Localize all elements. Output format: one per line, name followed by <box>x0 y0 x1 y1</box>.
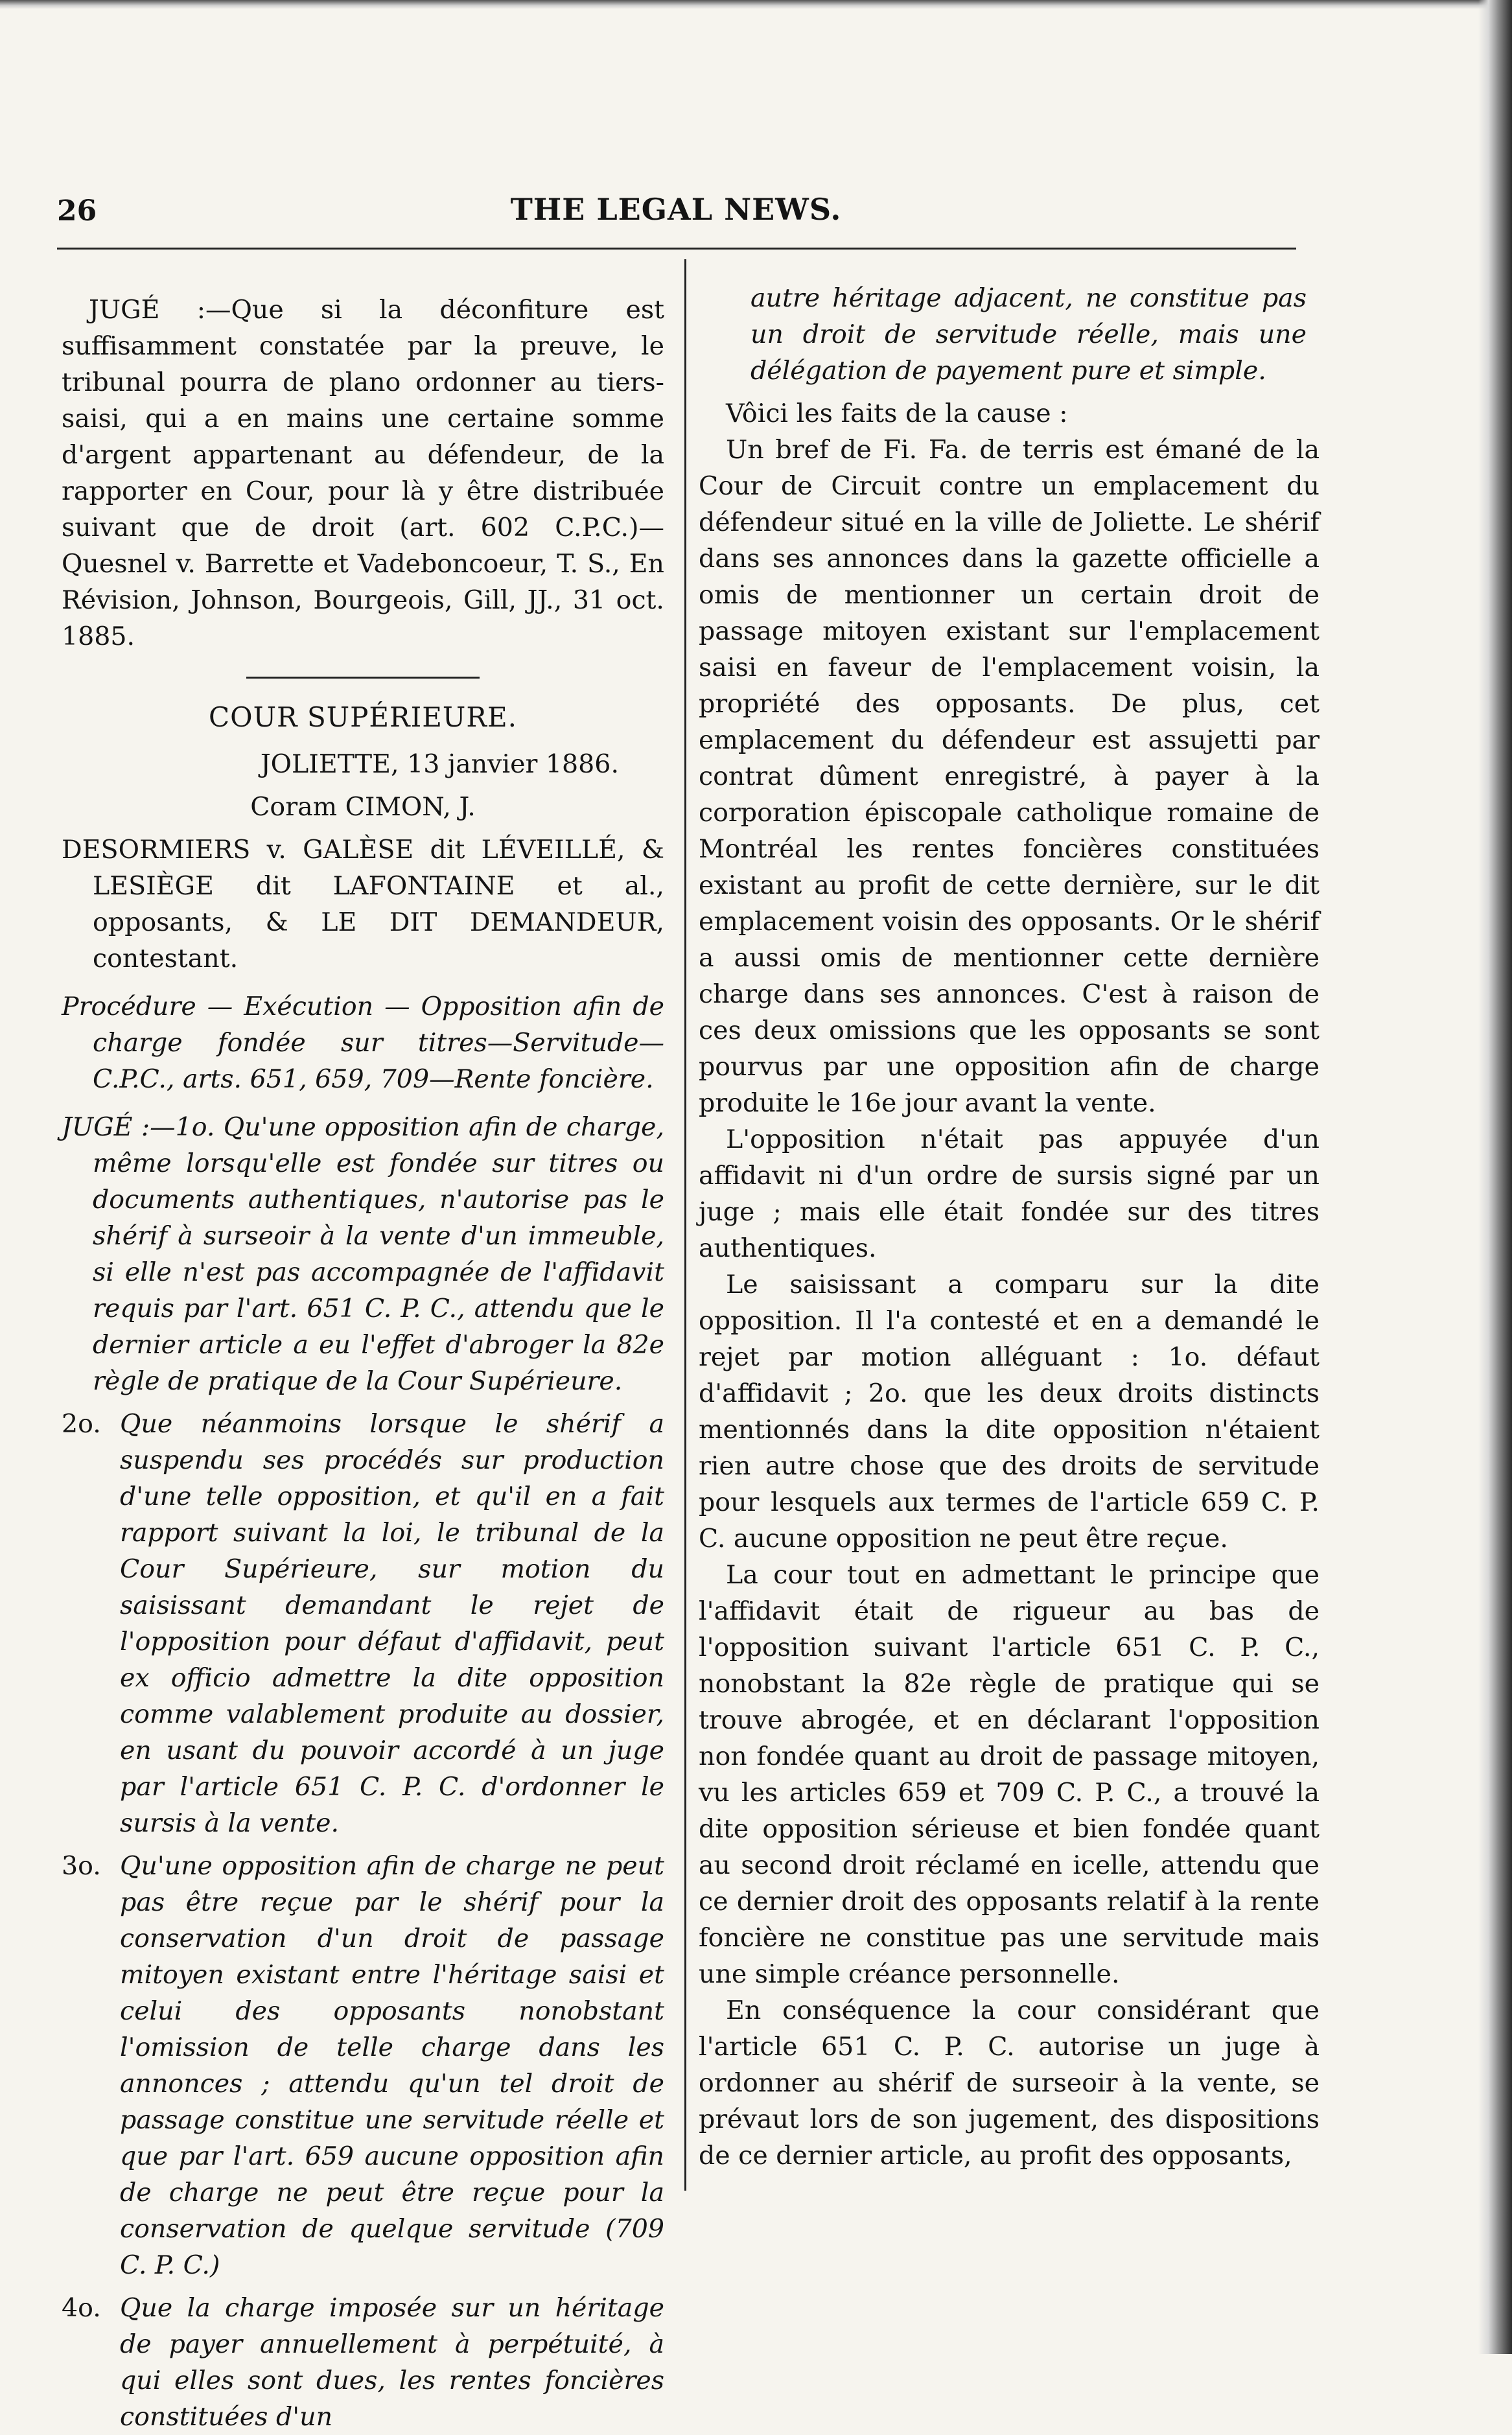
body-paragraph: Un bref de Fi. Fa. de terris est émané de la Cour de Circuit contre un emplacement du défendeur situé en la ville de Joliette. Le shérif dans ses annonces dans la gazette officielle a omis de mentionner un certain droit de passage mitoyen existant sur l'emplacement saisi en faveur de l'emplacement voisin, la propriété des opposants. De plus, cet emplacement du défendeur est assujetti par contrat dûment enregistré, à payer à la corporation épiscopale catholique romaine de Montréal les rentes foncières constituées existant au profit de cette dernière, sur le dit emplacement voisin des opposants. Or le shérif a aussi omis de mentionner cette dernière charge dans ses annonces. C'est à raison de ces deux omissions que les opposants se sont pourvus par une opposition afin de charge produite le 16e jour avant la vente. <box>699 435 1320 1118</box>
ruling-number: 2o. <box>62 1409 101 1439</box>
ruling-text: Qu'une opposition afin de charge ne peut pas être reçue par le shérif pour la conservation d'un droit de passage mitoyen existant entre l'héritage saisi et celui des opposants nonobstant l'omission de telle charge dans les annonces ; attendu qu'un tel droit de passage constitue une servitude réelle et que par l'art. 659 aucune opposition afin de charge ne peut être reçue pour la conservation de quelque servitude (709 C. P. C.) <box>120 1851 664 2280</box>
ruling-2 <box>62 1406 664 1841</box>
body-paragraph: En conséquence la cour considérant que l'article 651 C. P. C. autorise un juge à ordonner au shérif de surseoir à la vente, se prévaut lors de son jugement, des dispositions de ce dernier article, au profit des opposants, <box>699 1996 1320 2171</box>
facts-intro: Vôici les faits de la cause : <box>726 399 1068 428</box>
body-paragraph: La cour tout en admettant le principe que l'affidavit était de rigueur au bas de l'opposition suivant l'article 651 C. P. C., nonobstant la 82e règle de pratique qui se trouve abrogée, et en déclarant l'opposition non fondée quant au droit de passage mitoyen, vu les articles 659 et 709 C. P. C., a trouvé la dite opposition sérieuse et bien fondée quant au second droit réclamé en icelle, attendu que ce dernier droit des opposants relatif à la rente foncière ne constitue pas une servitude mais une simple créance personnelle. <box>699 1560 1320 1989</box>
coram-line: Coram CIMON, J. <box>250 792 476 822</box>
ruling-number: 4o. <box>62 2293 101 2323</box>
page-number: 26 <box>57 194 97 227</box>
ruling-1: JUGÉ :—1o. Qu'une opposition afin de charge, même lorsqu'elle est fondée sur titres ou documents authentiques, n'autorise pas le shérif à surseoir à la vente d'un immeuble, si elle n'est pas accompagnée de l'affidavit requis par l'art. 651 C. P. C., attendu que le dernier article a eu l'effet d'abroger la 82e règle de pratique de la Cour Supérieure. <box>62 1112 664 1396</box>
ruling-paragraph: JUGÉ :—Que si la déconfiture est suffisamment constatée par la preuve, le tribunal pourra de plano ordonner au tiers-saisi, qui a en mains une certaine somme d'argent appartenant au défendeur, de la rapporter en Cour, pour là y être distribuée suivant que de droit (art. 602 C.P.C.)— Quesnel v. Barrette et Vadeboncoeur, T. S., En Révision, Johnson, Bourgeois, Gill, JJ., 31 oct. 1885. <box>62 295 664 651</box>
page-header <box>57 188 1295 240</box>
section-divider <box>246 677 480 679</box>
body-paragraph: Le saisissant a comparu sur la dite opposition. Il l'a contesté et en a demandé le rejet par motion alléguant : 1o. défaut d'affidavit ; 2o. que les deux droits distincts mentionnés dans la dite opposition n'étaient rien autre chose que des droits de servitude pour lesquels aux termes de l'article 659 C. P. C. aucune opposition ne peut être reçue. <box>699 1270 1320 1554</box>
place-date: JOLIETTE, 13 janvier 1886. <box>260 749 619 779</box>
left-column <box>62 292 664 2435</box>
court-heading: COUR SUPÉRIEURE. <box>209 701 517 733</box>
column-divider <box>684 259 686 2191</box>
ruling-text: Que la charge imposée sur un héritage de payer annuellement à perpétuité, à qui elles sont dues, les rentes foncières constituées d'un <box>120 2293 664 2432</box>
case-parties: DESORMIERS v. GALÈSE dit LÉVEILLÉ, & LESIÈGE dit LAFONTAINE et al., opposants, & LE DIT DEMANDEUR, contestant. <box>62 835 664 973</box>
ruling-3 <box>62 1848 664 2283</box>
right-column <box>699 280 1320 2174</box>
ruling-number: 3o. <box>62 1851 101 1881</box>
running-title: THE LEGAL NEWS. <box>510 192 842 227</box>
ruling-4 <box>62 2290 664 2435</box>
body-paragraph: L'opposition n'était pas appuyée d'un affidavit ni d'un ordre de sursis signé par un juge ; mais elle était fondée sur des titres authentiques. <box>699 1124 1320 1263</box>
scan-top-edge <box>0 0 1512 9</box>
scan-right-edge <box>1478 0 1512 2354</box>
header-rule <box>57 248 1296 250</box>
case-keywords: Procédure — Exécution — Opposition afin de charge fondée sur titres—Servitude—C.P.C., arts. 651, 659, 709—Rente foncière. <box>62 992 664 1094</box>
ruling-4-continued: autre héritage adjacent, ne constitue pas un droit de servitude réelle, mais une délégation de payement pure et simple. <box>750 283 1307 386</box>
ruling-text: Que néanmoins lorsque le shérif a suspendu ses procédés sur production d'une telle opposition, et qu'il en a fait rapport suivant la loi, le tribunal de la Cour Supérieure, sur motion du saisissant demandant le rejet de l'opposition pour défaut d'affidavit, peut ex officio admettre la dite opposition comme valablement produite au dossier, en usant du pouvoir accordé à un juge par l'article 651 C. P. C. d'ordonner le sursis à la vente. <box>120 1409 664 1838</box>
